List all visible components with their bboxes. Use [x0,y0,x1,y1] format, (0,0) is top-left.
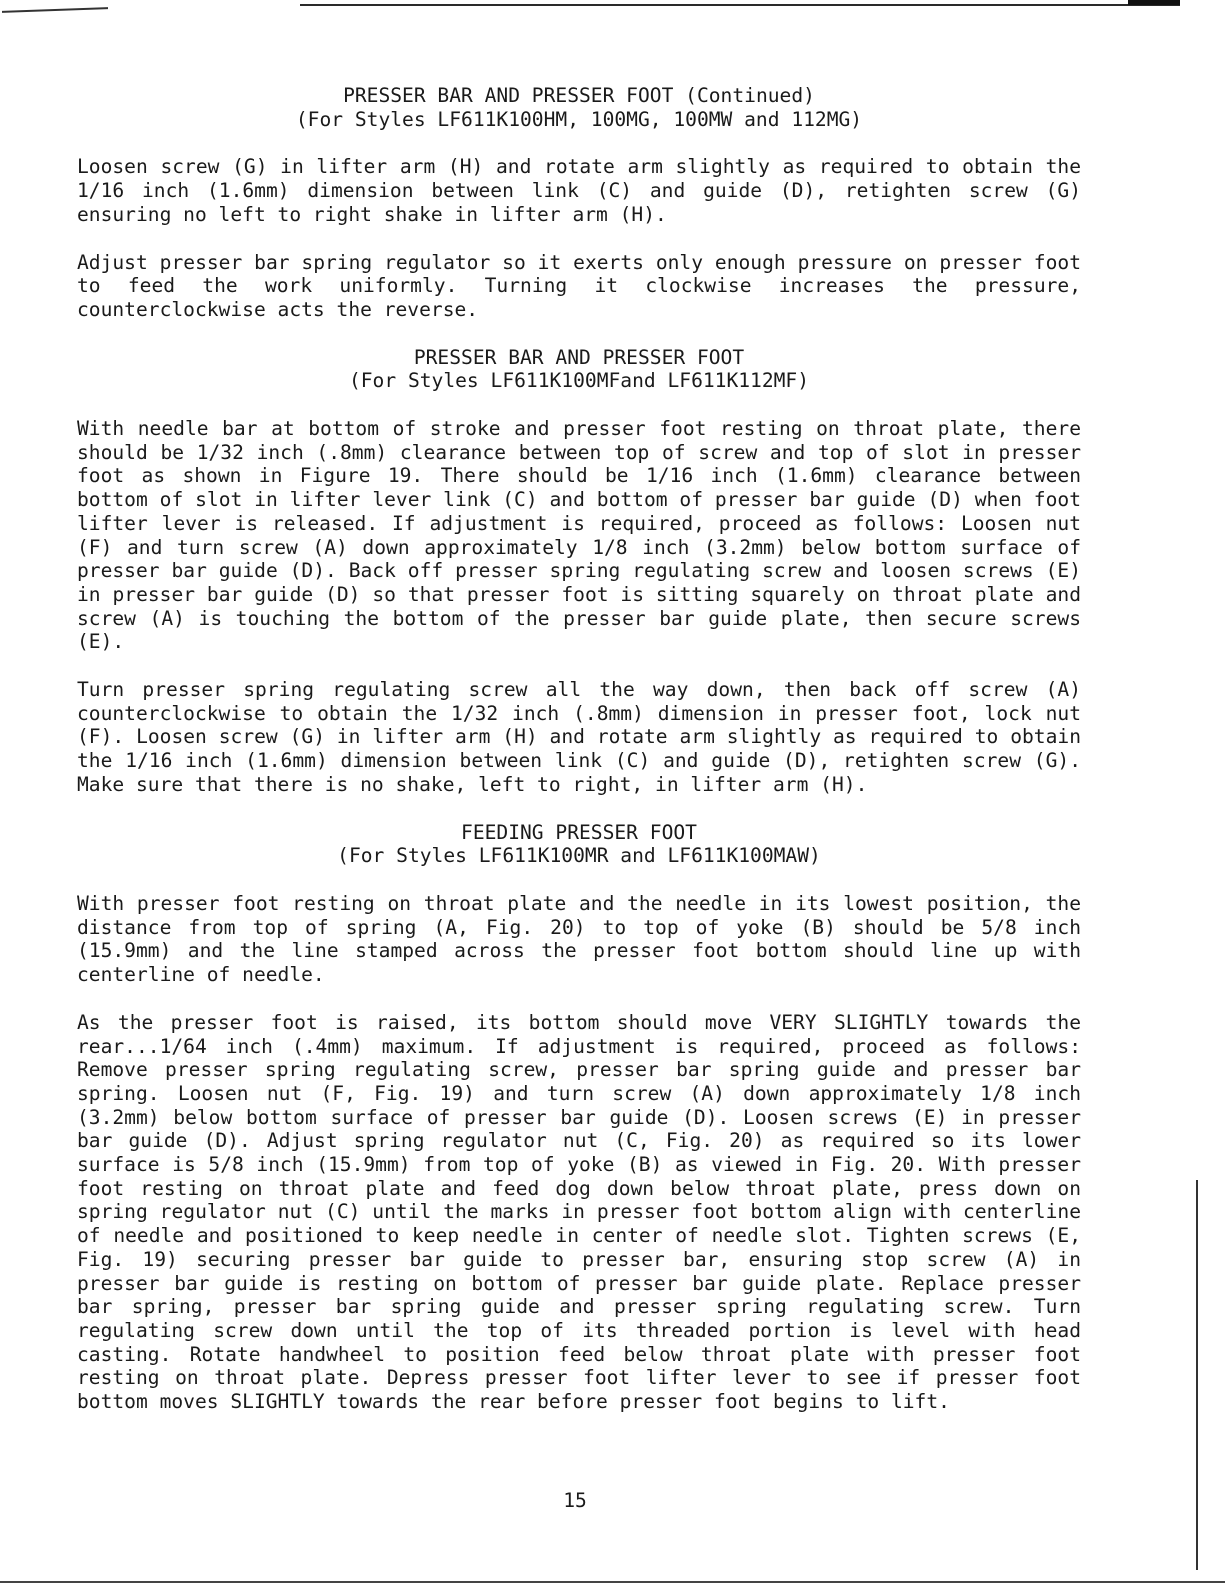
paragraph: Loosen screw (G) in lifter arm (H) and rotate arm slightly as required to obtain the 1/16 inch (1.6mm) dimension between link (C) and guide (D), retighten screw (G) ensuring no left to right shake in lifter arm (H). [77,155,1081,226]
document-page [77,84,1081,1438]
section-heading [77,346,1081,393]
section-heading [77,821,1081,868]
scan-artifact-top-rule-end [1128,0,1180,5]
section-subtitle: (For Styles LF611K100HM, 100MG, 100MW and 112MG) [295,107,863,131]
scan-artifact-right-edge [1196,1180,1198,1570]
scan-artifact-bottom-rule [0,1581,1225,1583]
paragraph: With presser foot resting on throat plate and the needle in its lowest position, the distance from top of spring (A, Fig. 20) to top of yoke (B) should be 5/8 inch (15.9mm) and the line stamped across the presser foot bottom should line up with centerline of needle. [77,891,1081,987]
section-subtitle: (For Styles LF611K100MFand LF611K112MF) [348,369,810,393]
scan-artifact-left-mark [2,7,108,13]
section-presser-bar-mf [77,346,1081,797]
paragraph: With needle bar at bottom of stroke and presser foot resting on throat plate, there should be 1/32 inch (.8mm) clearance between top of screw and top of slot in presser foot as shown in Figure 19. There should be 1/16 inch (1.6mm) clearance between bottom of slot in lifter lever link (C) and bottom of presser bar guide (D) when foot lifter lever is released. If adjustment is required, proceed as follows: Loosen nut (F) and turn screw (A) down approximately 1/8 inch (3.2mm) below bottom surface of presser bar guide (D). Back off presser spring regulating screw and loosen screws (E) in presser bar guide (D) so that presser foot is sitting squarely on throat plate and screw (A) is touching the bottom of the presser bar guide plate, then secure screws (E). [77,417,1081,654]
paragraph: As the presser foot is raised, its bottom should move VERY SLIGHTLY towards the rear...1/64 inch (.4mm) maximum. If adjustment is required, proceed as follows: Remove presser spring regulating screw, presser bar spring guide and presser bar spring. Loosen nut (F, Fig. 19) and turn screw (A) down approximately 1/8 inch (3.2mm) below bottom surface of presser bar guide (D). Loosen screws (E) in presser bar guide (D). Adjust spring regulator nut (C, Fig. 20) as required so its lower surface is 5/8 inch (15.9mm) from top of yoke (B) as viewed in Fig. 20. With presser foot resting on throat plate and feed dog down below throat plate, press down on spring regulator nut (C) until the marks in presser foot bottom align with centerline of needle and positioned to keep needle in center of needle slot. Tighten screws (E, Fig. 19) securing presser bar guide to presser bar, ensuring stop screw (A) in presser bar guide is resting on bottom of presser bar guide plate. Replace presser bar spring, presser bar spring guide and presser spring regulating screw. Turn regulating screw down until the top of its threaded portion is level with head casting. Rotate handwheel to position feed below throat plate with presser foot resting on throat plate. Depress presser foot lifter lever to see if presser foot bottom moves SLIGHTLY towards the rear before presser foot begins to lift. [77,1010,1081,1414]
section-title: PRESSER BAR AND PRESSER FOOT (Continued) [343,84,815,107]
page-number: 15 [563,1489,587,1512]
section-feeding-presser-foot [77,821,1081,1414]
scan-artifact-top-rule [300,4,1180,6]
section-title: FEEDING PRESSER FOOT [461,820,697,844]
section-heading [77,84,1081,131]
section-title: PRESSER BAR AND PRESSER FOOT [413,345,745,369]
paragraph: Turn presser spring regulating screw all the way down, then back off screw (A) counterclockwise to obtain the 1/32 inch (.8mm) dimension in presser foot, lock nut (F). Loosen screw (G) in lifter arm (H) and rotate arm slightly as required to obtain the 1/16 inch (1.6mm) dimension between link (C) and guide (D), retighten screw (G). Make sure that there is no shake, left to right, in lifter arm (H). [77,678,1081,796]
section-subtitle: (For Styles LF611K100MR and LF611K100MAW) [337,844,821,868]
paragraph: Adjust presser bar spring regulator so it exerts only enough pressure on presser foot to feed the work uniformly. Turning it clockwise increases the pressure, counterclockwise acts the reverse. [77,250,1081,321]
section-presser-bar-continued [77,84,1081,322]
